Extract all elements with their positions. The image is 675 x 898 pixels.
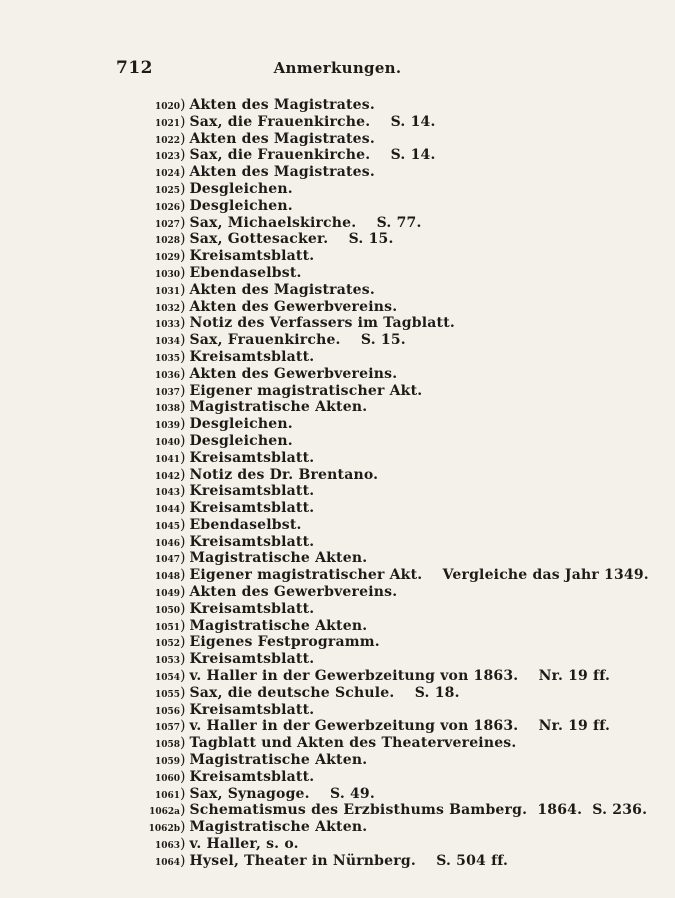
- endnote-number: 1055: [154, 690, 180, 700]
- endnote-number: 1033: [154, 320, 180, 330]
- endnote-text: Magistratische Akten.: [189, 550, 368, 566]
- endnote-number: 1039: [154, 421, 180, 431]
- endnote-text: Eigenes Festprogramm.: [189, 634, 380, 650]
- endnote-text: Kreisamtsblatt.: [189, 651, 315, 667]
- endnote-text: Desgleichen.: [189, 433, 293, 449]
- endnote-number: 1047: [154, 555, 180, 565]
- endnote-text: Sax, Frauenkirche. S. 15.: [189, 332, 406, 348]
- endnote-number: 1024: [154, 169, 180, 179]
- endnote-paren: ): [180, 685, 186, 701]
- endnote-text: Magistratische Akten.: [189, 819, 368, 835]
- endnote-text: Akten des Gewerbvereins.: [189, 366, 398, 382]
- endnote-number: 1031: [154, 287, 180, 297]
- endnote-number: 1043: [154, 488, 180, 498]
- endnote-number: 1022: [154, 136, 180, 146]
- endnote-paren: ): [180, 534, 186, 550]
- endnote-text: Akten des Gewerbvereins.: [189, 299, 398, 315]
- endnote-text: Eigener magistratischer Akt. Vergleiche das Jahr 1349.: [189, 567, 649, 583]
- endnote-number: 1026: [154, 203, 180, 213]
- endnote-paren: ): [180, 550, 186, 566]
- endnote-text: Schematismus des Erzbisthums Bamberg. 1864. S. 236.: [189, 802, 648, 818]
- endnote-text: Kreisamtsblatt.: [189, 601, 315, 617]
- endnote-paren: ): [180, 231, 186, 247]
- endnote-number: 1037: [154, 388, 180, 398]
- endnote-number: 1061: [154, 791, 180, 801]
- running-title: Anmerkungen.: [273, 59, 402, 77]
- endnote-text: v. Haller in der Gewerbzeitung von 1863. Nr. 19 ff.: [189, 718, 611, 734]
- endnote-number: 1025: [154, 186, 180, 196]
- endnote-text: Sax, Gottesacker. S. 15.: [189, 231, 394, 247]
- endnote-paren: ): [180, 718, 186, 734]
- endnote-paren: ): [180, 97, 186, 113]
- endnote-paren: ): [180, 433, 186, 449]
- endnote-number: 1040: [154, 438, 180, 448]
- endnote-number: 1064: [154, 858, 180, 868]
- endnote-number: 1060: [154, 774, 180, 784]
- endnote-paren: ): [180, 483, 186, 499]
- endnote-text: v. Haller in der Gewerbzeitung von 1863. Nr. 19 ff.: [189, 668, 611, 684]
- endnote-number: 1028: [154, 236, 180, 246]
- endnote-text: Kreisamtsblatt.: [189, 248, 315, 264]
- endnote-paren: ): [180, 467, 186, 483]
- endnote-text: Hysel, Theater in Nürnberg. S. 504 ff.: [189, 853, 509, 869]
- endnote-paren: ): [180, 752, 186, 768]
- endnote-text: Magistratische Akten.: [189, 618, 368, 634]
- endnote-paren: ): [180, 668, 186, 684]
- endnote-number: 1052: [154, 639, 180, 649]
- endnote-paren: ): [180, 147, 186, 163]
- endnote-number: 1050: [154, 606, 180, 616]
- endnote-text: Eigener magistratischer Akt.: [189, 383, 423, 399]
- endnote-paren: ): [180, 450, 186, 466]
- endnote-text: Kreisamtsblatt.: [189, 769, 315, 785]
- endnote-number: 1036: [154, 371, 180, 381]
- endnote-number: 1027: [154, 220, 180, 230]
- endnote-paren: ): [180, 131, 186, 147]
- endnote-text: Sax, Synagoge. S. 49.: [189, 786, 375, 802]
- endnote-number: 1062a: [149, 807, 180, 817]
- endnote-number: 1042: [154, 472, 180, 482]
- endnote-number: 1054: [154, 673, 180, 683]
- endnote-paren: ): [180, 702, 186, 718]
- endnote-number: 1032: [154, 304, 180, 314]
- endnote-paren: ): [180, 836, 186, 852]
- endnote-paren: ): [180, 618, 186, 634]
- endnote-paren: ): [180, 399, 186, 415]
- endnote-text: v. Haller, s. o.: [189, 836, 299, 852]
- endnote-paren: ): [180, 853, 186, 869]
- endnote-text: Tagblatt und Akten des Theatervereines.: [189, 735, 517, 751]
- endnote-paren: ): [180, 215, 186, 231]
- endnote-text: Desgleichen.: [189, 198, 293, 214]
- endnote-number: 1059: [154, 757, 180, 767]
- endnote-paren: ): [180, 601, 186, 617]
- endnote-paren: ): [180, 164, 186, 180]
- endnote-number: 1046: [154, 539, 180, 549]
- endnote-paren: ): [180, 383, 186, 399]
- endnote-paren: ): [180, 282, 186, 298]
- endnote-paren: ): [180, 786, 186, 802]
- endnote-text: Magistratische Akten.: [189, 399, 368, 415]
- endnote-text: Akten des Magistrates.: [189, 97, 375, 113]
- endnote-number: 1038: [154, 404, 180, 414]
- endnote-number: 1048: [154, 572, 180, 582]
- endnote-paren: ): [180, 181, 186, 197]
- endnote-number: 1053: [154, 656, 180, 666]
- endnote-number: 1062b: [148, 824, 180, 834]
- endnote-text: Kreisamtsblatt.: [189, 349, 315, 365]
- endnote-text: Kreisamtsblatt.: [189, 483, 315, 499]
- endnote-paren: ): [180, 198, 186, 214]
- endnote-text: Ebendaselbst.: [189, 517, 302, 533]
- endnote-paren: ): [180, 634, 186, 650]
- endnote-text: Desgleichen.: [189, 181, 293, 197]
- endnote-number: 1034: [154, 337, 180, 347]
- endnote-number: 1049: [154, 589, 180, 599]
- endnote-number: 1063: [154, 841, 180, 851]
- endnote-text: Ebendaselbst.: [189, 265, 302, 281]
- endnote-paren: ): [180, 248, 186, 264]
- endnote-text: Notiz des Verfassers im Tagblatt.: [189, 315, 455, 331]
- endnote-text: Notiz des Dr. Brentano.: [189, 467, 379, 483]
- endnote-number: 1020: [154, 102, 180, 112]
- endnote-text: Kreisamtsblatt.: [189, 500, 315, 516]
- endnote-paren: ): [180, 735, 186, 751]
- page-number: 712: [116, 58, 153, 78]
- endnote-paren: ): [180, 299, 186, 315]
- endnote-text: Magistratische Akten.: [189, 752, 368, 768]
- endnote-number: 1058: [154, 740, 180, 750]
- endnote-text: Kreisamtsblatt.: [189, 534, 315, 550]
- endnote-paren: ): [180, 349, 186, 365]
- endnote-paren: ): [180, 114, 186, 130]
- endnote-text: Sax, Michaelskirche. S. 77.: [189, 215, 422, 231]
- endnote-paren: ): [180, 517, 186, 533]
- endnote-paren: ): [180, 500, 186, 516]
- endnote-row: [0, 853, 508, 873]
- endnote-text: Kreisamtsblatt.: [189, 702, 315, 718]
- endnote-paren: ): [180, 651, 186, 667]
- endnote-number: 1023: [154, 152, 180, 162]
- endnote-paren: ): [180, 819, 186, 835]
- endnote-paren: ): [180, 332, 186, 348]
- endnote-text: Akten des Magistrates.: [189, 164, 375, 180]
- endnote-paren: ): [180, 265, 186, 281]
- endnote-number: 1045: [154, 522, 180, 532]
- endnote-paren: ): [180, 802, 186, 818]
- endnote-text: Sax, die deutsche Schule. S. 18.: [189, 685, 460, 701]
- endnote-number: 1029: [154, 253, 180, 263]
- endnote-paren: ): [180, 584, 186, 600]
- endnote-number: 1044: [154, 505, 180, 515]
- endnote-number: 1035: [154, 354, 180, 364]
- endnote-text: Kreisamtsblatt.: [189, 450, 315, 466]
- endnote-number: 1041: [154, 455, 180, 465]
- endnote-paren: ): [180, 315, 186, 331]
- page-header: [0, 58, 675, 80]
- endnote-text: Akten des Gewerbvereins.: [189, 584, 398, 600]
- endnote-text: Akten des Magistrates.: [189, 282, 375, 298]
- endnote-paren: ): [180, 416, 186, 432]
- endnote-number: 1021: [154, 119, 180, 129]
- endnote-number: 1056: [154, 707, 180, 717]
- endnote-paren: ): [180, 366, 186, 382]
- endnote-number: 1030: [154, 270, 180, 280]
- endnote-number: 1051: [154, 623, 180, 633]
- endnote-paren: ): [180, 567, 186, 583]
- endnote-number: 1057: [154, 723, 180, 733]
- endnote-text: Sax, die Frauenkirche. S. 14.: [189, 114, 436, 130]
- endnote-text: Akten des Magistrates.: [189, 131, 375, 147]
- endnote-paren: ): [180, 769, 186, 785]
- endnote-text: Sax, die Frauenkirche. S. 14.: [189, 147, 436, 163]
- endnote-text: Desgleichen.: [189, 416, 293, 432]
